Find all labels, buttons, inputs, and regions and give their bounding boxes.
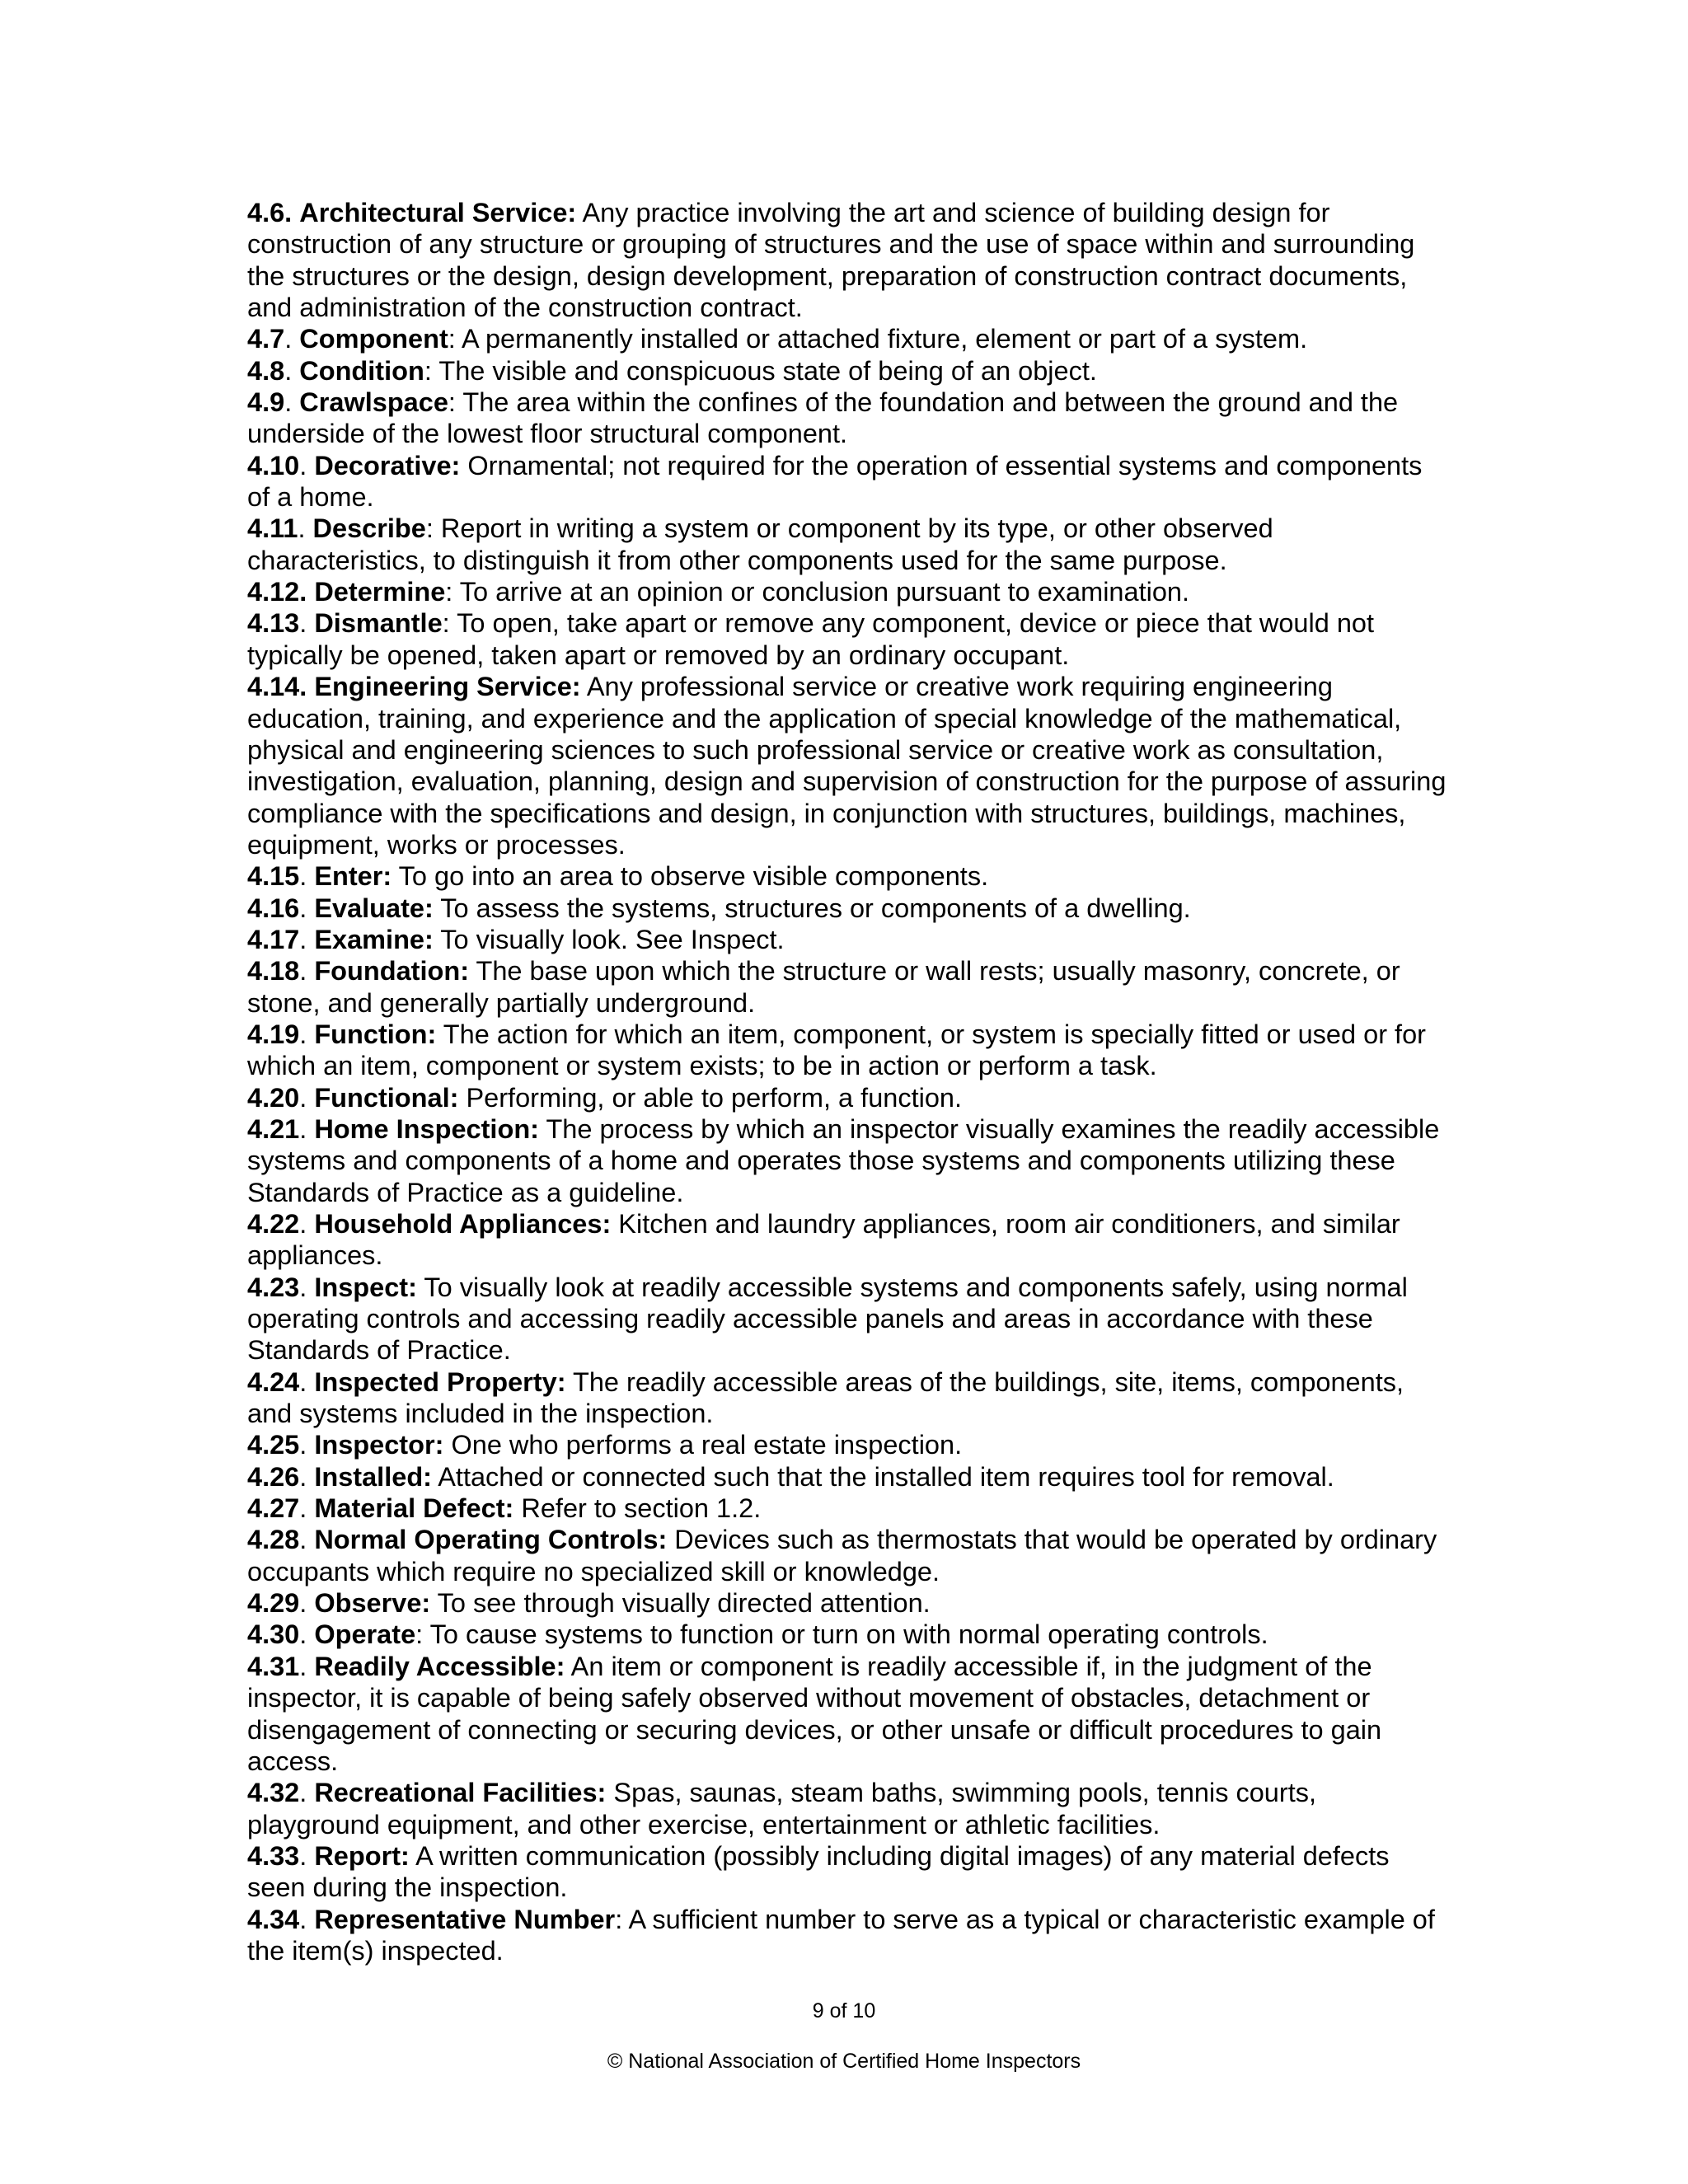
definition-entry [247, 576, 1451, 607]
definition-text: One who performs a real estate inspection. [443, 1430, 963, 1460]
definition-term: Condition [299, 355, 424, 386]
definition-number: 4.32 [247, 1778, 300, 1808]
number-separator [307, 577, 314, 607]
definition-entry [247, 1777, 1451, 1840]
number-separator: . [299, 956, 315, 987]
definition-number: 4.19 [247, 1019, 300, 1049]
definition-number: 4.27 [247, 1493, 300, 1524]
definition-number: 4.31 [247, 1651, 300, 1681]
definition-text: An item or component is readily accessible if, in the judgment of the inspector, it is capable of being safely observed without movement of obstacles, detachment or disengagement of connecting or securing devices, or other unsafe or difficult procedures to gain access. [247, 1651, 1382, 1776]
definition-number: 4.13 [247, 608, 300, 639]
definition-text: To see through visually directed attention. [430, 1588, 931, 1619]
definition-number: 4.14. [247, 672, 307, 702]
definition-number: 4.21 [247, 1113, 300, 1144]
definition-text: Ornamental; not required for the operation of essential systems and components of a home. [247, 450, 1423, 513]
definition-entry [247, 355, 1451, 387]
definition-number: 4.29 [247, 1588, 300, 1619]
definition-text: A written communication (possibly including digital images) of any material defects seen during the inspection. [247, 1840, 1390, 1903]
definition-number: 4.33 [247, 1840, 300, 1871]
definition-text: Spas, saunas, steam baths, swimming pools, tennis courts, playground equipment, and other exercise, entertainment or athletic facilities. [247, 1778, 1317, 1840]
number-separator: . [299, 450, 315, 480]
definition-entry [247, 1429, 1451, 1460]
definition-text: Any practice involving the art and science of building design for construction of any structure or grouping of structures and the use of space within and surrounding the structures or the design, design development, preparation of construction contract documents, and administration of the construction contract. [247, 198, 1415, 323]
number-separator: . [299, 1588, 315, 1619]
number-separator: . [299, 1904, 315, 1934]
definition-text: The action for which an item, component, or system is specially fitted or used or for which an item, component or system exists; to be in action or perform a task. [247, 1019, 1426, 1081]
definition-number: 4.25 [247, 1430, 300, 1460]
definition-term: Crawlspace [299, 387, 448, 418]
number-separator [307, 672, 314, 701]
definition-number: 4.24 [247, 1366, 300, 1397]
definition-term: Readily Accessible: [314, 1651, 565, 1681]
definition-number: 4.11 [247, 513, 298, 544]
number-separator: . [299, 1113, 315, 1144]
definition-term: Observe: [314, 1588, 431, 1619]
definition-term: Architectural Service: [299, 198, 577, 227]
definition-entry [247, 450, 1451, 513]
definition-number: 4.26 [247, 1461, 300, 1492]
definition-text: Performing, or able to perform, a function. [458, 1082, 963, 1113]
definition-text: : A sufficient number to serve as a typical or characteristic example of the item(s) inspected. [247, 1904, 1435, 1966]
number-separator [292, 198, 299, 227]
definition-entry [247, 1082, 1451, 1113]
definition-number: 4.7 [247, 324, 285, 354]
number-separator: . [299, 1209, 315, 1239]
definition-number: 4.12. [247, 577, 307, 607]
definition-entry [247, 1651, 1451, 1777]
definition-number: 4.23 [247, 1272, 300, 1302]
definition-term: Enter: [314, 861, 392, 892]
definition-entry [247, 1587, 1451, 1619]
number-separator: . [299, 1778, 315, 1808]
definition-number: 4.10 [247, 450, 300, 480]
definition-term: Household Appliances: [314, 1209, 612, 1239]
number-separator: . [299, 1082, 315, 1113]
number-separator: . [298, 513, 313, 544]
definition-term: Foundation: [314, 956, 470, 987]
definition-entry [247, 1208, 1451, 1272]
definition-entry [247, 955, 1451, 1019]
definition-term: Representative Number [314, 1904, 616, 1934]
definition-text: The readily accessible areas of the buildings, site, items, components, and systems included in the inspection. [247, 1366, 1404, 1429]
definition-term: Inspect: [314, 1272, 417, 1302]
definition-entry [247, 1113, 1451, 1208]
definition-term: Functional: [314, 1082, 459, 1113]
definition-term: Dismantle [314, 608, 443, 639]
definition-term: Recreational Facilities: [314, 1778, 607, 1808]
number-separator: . [299, 608, 315, 639]
definition-term: Operate [314, 1619, 416, 1650]
number-separator: . [284, 324, 300, 354]
definition-term: Home Inspection: [314, 1113, 539, 1144]
number-separator: . [299, 924, 315, 954]
definition-text: To assess the systems, structures or components of a dwelling. [433, 893, 1191, 923]
definition-entry [247, 1019, 1451, 1082]
definition-number: 4.16 [247, 893, 300, 923]
definition-entry [247, 1493, 1451, 1524]
definition-text: The process by which an inspector visually examines the readily accessible systems and components of a home and operates those systems and components utilizing these Standards of Practice as a guideline. [247, 1113, 1440, 1207]
definition-entry [247, 387, 1451, 450]
definition-number: 4.18 [247, 956, 300, 987]
definition-entry [247, 860, 1451, 892]
definition-number: 4.15 [247, 861, 300, 892]
number-separator: . [299, 861, 315, 892]
definition-text: Devices such as thermostats that would be operated by ordinary occupants which require no specialized skill or knowledge. [247, 1525, 1437, 1586]
definition-entry [247, 1619, 1451, 1650]
definition-number: 4.9 [247, 387, 285, 418]
definition-entry [247, 671, 1451, 860]
definition-text: Attached or connected such that the installed item requires tool for removal. [432, 1461, 1334, 1492]
definition-term: Component [299, 324, 448, 354]
definition-text: The base upon which the structure or wall rests; usually masonry, concrete, or stone, and generally partially underground. [247, 956, 1400, 1018]
definition-term: Decorative: [314, 450, 461, 480]
definition-number: 4.28 [247, 1525, 300, 1555]
definition-entry [247, 924, 1451, 955]
definition-text: : The visible and conspicuous state of being of an object. [424, 355, 1097, 386]
number-separator: . [299, 1272, 315, 1302]
definition-entry [247, 1272, 1451, 1366]
number-separator: . [284, 355, 300, 386]
definition-text: Any professional service or creative work requiring engineering education, training, and experience and the application of special knowledge of the mathematical, physical and engineering sciences to such professional service or creative work as consultation, investigation, evaluation, planning, design and supervision of construction for the purpose of assuring compliance with the specifications and design, in conjunction with structures, buildings, machines, equipment, works or processes. [247, 672, 1447, 860]
definition-text: To visually look at readily accessible systems and components safely, using normal operating controls and accessing readily accessible panels and areas in accordance with these Standards of Practice. [247, 1272, 1408, 1366]
definition-entry [247, 323, 1451, 354]
definition-term: Describe [312, 513, 426, 544]
definition-entry [247, 1904, 1451, 1967]
copyright-footer: © National Association of Certified Home Inspectors [607, 2050, 1081, 2073]
definition-term: Installed: [314, 1461, 432, 1492]
number-separator: . [299, 893, 315, 923]
definition-number: 4.34 [247, 1904, 300, 1934]
definition-entry [247, 607, 1451, 671]
definition-text: : Report in writing a system or component by its type, or other observed characteristics, to distinguish it from other components used for the same purpose. [247, 513, 1273, 575]
number-separator: . [299, 1525, 315, 1555]
number-separator: . [299, 1430, 315, 1460]
definitions-list [247, 197, 1451, 1966]
definition-term: Report: [314, 1840, 410, 1871]
definition-text: : To cause systems to function or turn on with normal operating controls. [415, 1619, 1268, 1650]
definition-term: Examine: [314, 924, 434, 954]
number-separator: . [299, 1366, 315, 1397]
number-separator: . [299, 1619, 315, 1650]
definition-term: Normal Operating Controls: [314, 1525, 668, 1555]
definition-entry [247, 197, 1451, 323]
definition-text: To go into an area to observe visible components. [392, 861, 989, 892]
definition-term: Material Defect: [314, 1493, 514, 1524]
definition-entry [247, 1461, 1451, 1493]
number-separator: . [299, 1019, 315, 1049]
definition-number: 4.8 [247, 355, 285, 386]
number-separator: . [284, 387, 300, 418]
definition-term: Evaluate: [314, 893, 434, 923]
number-separator: . [299, 1493, 315, 1524]
definition-text: : To arrive at an opinion or conclusion pursuant to examination. [445, 577, 1189, 607]
definition-entry [247, 513, 1451, 576]
definition-entry [247, 1840, 1451, 1904]
definition-number: 4.17 [247, 924, 300, 954]
definition-text: : A permanently installed or attached fixture, element or part of a system. [448, 324, 1308, 354]
definition-text: Refer to section 1.2. [513, 1493, 762, 1524]
definition-entry [247, 1366, 1451, 1430]
definition-text: : The area within the confines of the foundation and between the ground and the underside of the lowest floor structural component. [247, 387, 1399, 449]
definition-term: Inspector: [314, 1430, 444, 1460]
definition-number: 4.6. [247, 198, 293, 227]
page-number: 9 of 10 [812, 1999, 876, 2022]
definition-term: Inspected Property: [314, 1366, 566, 1397]
definition-term: Function: [314, 1019, 437, 1049]
definition-number: 4.20 [247, 1082, 300, 1113]
definition-text: : To open, take apart or remove any component, device or piece that would not typically be opened, taken apart or removed by an ordinary occupant. [247, 608, 1375, 670]
definition-term: Engineering Service: [314, 672, 581, 702]
definition-entry [247, 893, 1451, 924]
number-separator: . [299, 1651, 315, 1681]
definition-term: Determine [314, 577, 446, 607]
number-separator: . [299, 1461, 315, 1492]
definition-number: 4.30 [247, 1619, 300, 1650]
definition-number: 4.22 [247, 1209, 300, 1239]
definition-text: Kitchen and laundry appliances, room air conditioners, and similar appliances. [247, 1209, 1400, 1271]
definition-text: To visually look. See Inspect. [433, 924, 785, 954]
number-separator: . [299, 1840, 315, 1871]
definition-entry [247, 1524, 1451, 1587]
